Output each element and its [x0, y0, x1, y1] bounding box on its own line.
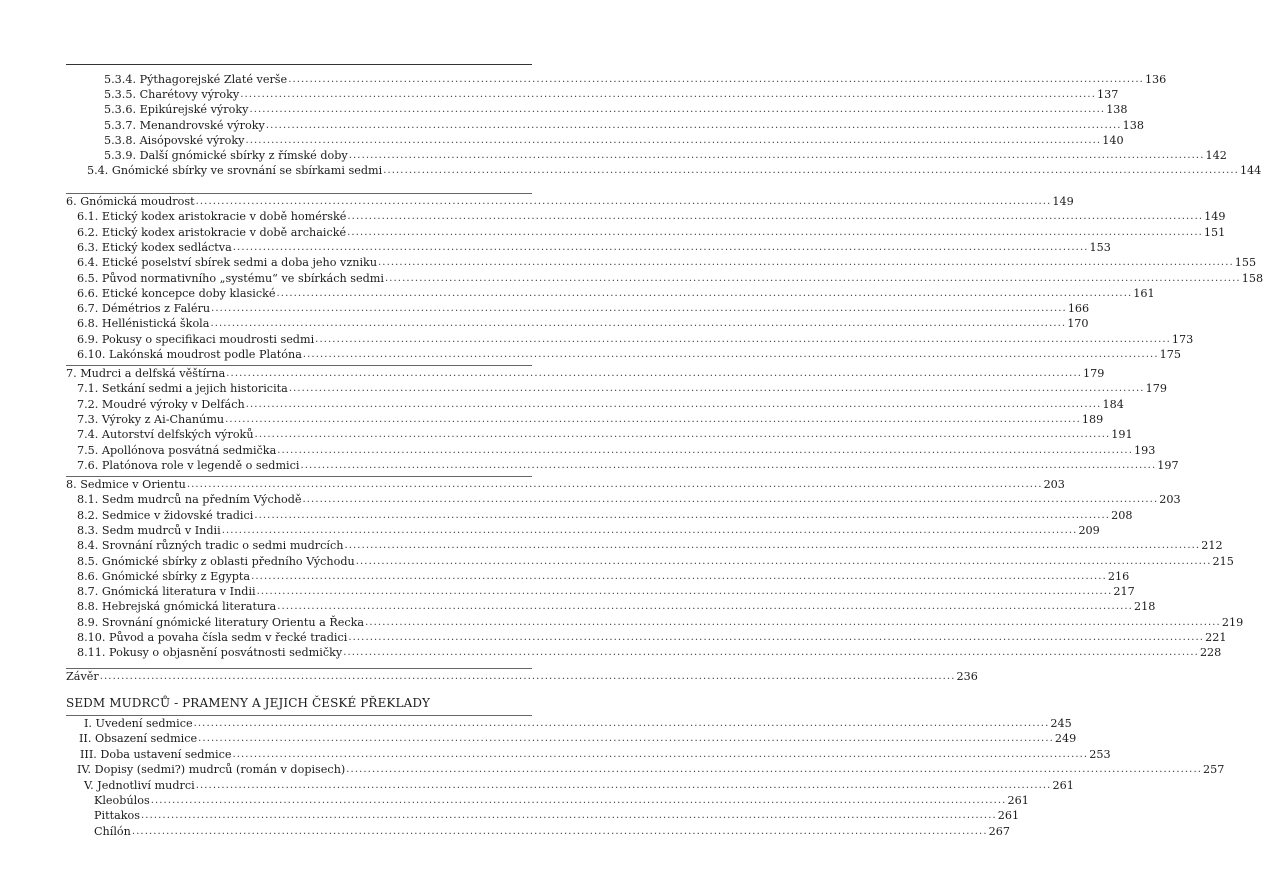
toc-entry-title: 6.7. Démétrios z Faléru: [77, 302, 211, 315]
dot-leader: ........................................................................................................................................................................................................: [254, 510, 1111, 521]
dot-leader: ........................................................................................................................................................................................................: [276, 288, 1133, 299]
dot-leader: ........................................................................................................................................................................................................: [300, 460, 1157, 471]
top-rule: [66, 64, 532, 65]
dot-leader: ........................................................................................................................................................................................................: [221, 525, 1078, 536]
toc-entry-title: 6.10. Lakónská moudrost podle Platóna: [77, 348, 302, 361]
toc-entry-page: 136: [1144, 73, 1167, 86]
toc-entry-page: 245: [1050, 717, 1072, 730]
toc-entry[interactable]: [77, 458, 1179, 473]
toc-entry-page: 184: [1102, 398, 1124, 411]
dot-leader: ........................................................................................................................................................................................................: [256, 586, 1113, 597]
toc-entry-page: 253: [1089, 748, 1111, 761]
toc-entry[interactable]: [77, 645, 1222, 660]
toc-entry-page: 261: [1052, 779, 1074, 792]
toc-entry-page: 203: [1043, 478, 1065, 491]
toc-entry[interactable]: [77, 332, 1194, 347]
toc-entry-page: 151: [1203, 226, 1226, 239]
toc-entry-title: 7.4. Autorství delfských výroků: [77, 428, 254, 441]
dot-leader: ........................................................................................................................................................................................................: [315, 334, 1171, 345]
toc-entry[interactable]: [77, 443, 1156, 458]
toc-entry-page: 140: [1102, 134, 1124, 147]
toc-entry-title: III. Doba ustavení sedmice: [80, 748, 232, 761]
toc-entry-page: 257: [1203, 763, 1225, 776]
toc-entry-title: 8.1. Sedm mudrců na předním Východě: [77, 493, 302, 506]
toc-entry[interactable]: [104, 87, 1119, 102]
dot-leader: ........................................................................................................................................................................................................: [347, 227, 1203, 238]
toc-entry-title: 8.4. Srovnání různých tradic o sedmi mudrcích: [77, 539, 344, 552]
dot-leader: ........................................................................................................................................................................................................: [226, 368, 1083, 379]
toc-entry-page: 267: [988, 825, 1010, 838]
toc-entry-title: 8.6. Gnómické sbírky z Egypta: [77, 570, 251, 583]
toc-entry[interactable]: [77, 538, 1223, 553]
toc-entry[interactable]: [84, 778, 1074, 793]
toc-entry-title: II. Obsazení sedmice: [79, 732, 198, 745]
toc-entry-page: 149: [1204, 210, 1226, 223]
toc-entry[interactable]: [94, 808, 1020, 823]
toc-entry-page: 173: [1171, 333, 1194, 346]
dot-leader: ........................................................................................................................................................................................................: [141, 810, 997, 821]
toc-entry-page: 221: [1205, 631, 1227, 644]
toc-entry[interactable]: [77, 397, 1124, 412]
dot-leader: ........................................................................................................................................................................................................: [378, 257, 1234, 268]
dot-leader: ........................................................................................................................................................................................................: [186, 479, 1043, 490]
dot-leader: ........................................................................................................................................................................................................: [232, 242, 1089, 253]
toc-entry[interactable]: [77, 554, 1234, 569]
toc-entry-page: 149: [1052, 195, 1074, 208]
toc-entry-page: 161: [1133, 287, 1155, 300]
dot-leader: ........................................................................................................................................................................................................: [365, 617, 1221, 628]
toc-entry[interactable]: [77, 492, 1181, 507]
toc-entry[interactable]: [79, 731, 1077, 746]
toc-entry-title: 8.9. Srovnání gnómické literatury Orientu a Řecka: [77, 616, 365, 629]
toc-entry[interactable]: [104, 102, 1128, 117]
toc-entry-page: 217: [1113, 585, 1135, 598]
toc-entry[interactable]: [77, 209, 1226, 224]
toc-entry[interactable]: [94, 824, 1010, 839]
toc-entry[interactable]: [66, 366, 1105, 381]
toc-entry-page: 155: [1234, 256, 1257, 269]
toc-entry-title: IV. Dopisy (sedmi?) mudrců (román v dopisech): [77, 763, 346, 776]
toc-entry-title: 8.11. Pokusy o objasnění posvátnosti sedmičky: [77, 646, 343, 659]
toc-entry[interactable]: [94, 793, 1029, 808]
toc-entry[interactable]: [77, 762, 1225, 777]
toc-entry-page: 166: [1067, 302, 1090, 315]
toc-entry-page: 219: [1221, 616, 1244, 629]
toc-entry-page: 189: [1081, 413, 1104, 426]
toc-entry-title: 8.8. Hebrejská gnómická literatura: [77, 600, 277, 613]
dot-leader: ........................................................................................................................................................................................................: [254, 429, 1111, 440]
dot-leader: ........................................................................................................................................................................................................: [131, 826, 988, 837]
toc-entry-page: 191: [1111, 428, 1133, 441]
toc-entry-page: 138: [1106, 103, 1128, 116]
toc-entry[interactable]: [77, 286, 1155, 301]
dot-leader: ........................................................................................................................................................................................................: [211, 303, 1067, 314]
dot-leader: ........................................................................................................................................................................................................: [347, 211, 1204, 222]
toc-entry-title: 5.3.4. Pýthagorejské Zlaté verše: [104, 73, 288, 86]
toc-entry-page: 179: [1145, 382, 1167, 395]
toc-entry[interactable]: [77, 615, 1244, 630]
toc-entry[interactable]: [77, 271, 1263, 286]
dot-leader: ........................................................................................................................................................................................................: [343, 647, 1199, 658]
toc-entry[interactable]: [77, 569, 1130, 584]
toc-entry[interactable]: [66, 669, 978, 684]
dot-leader: ........................................................................................................................................................................................................: [210, 318, 1067, 329]
toc-entry-title: 8.10. Původ a povaha čísla sedm v řecké tradici: [77, 631, 348, 644]
dot-leader: ........................................................................................................................................................................................................: [277, 445, 1133, 456]
toc-entry-page: 137: [1096, 88, 1119, 101]
toc-entry-page: 209: [1078, 524, 1100, 537]
toc-entry-title: 5.3.9. Další gnómické sbírky z římské doby: [104, 149, 348, 162]
dot-leader: ........................................................................................................................................................................................................: [193, 718, 1050, 729]
toc-entry-page: 193: [1134, 444, 1156, 457]
dot-leader: ........................................................................................................................................................................................................: [232, 749, 1089, 760]
toc-entry-page: 261: [997, 809, 1020, 822]
toc-entry-title: 6.8. Hellénistická škola: [77, 317, 210, 330]
dot-leader: ........................................................................................................................................................................................................: [265, 120, 1122, 131]
toc-entry-title: 6.9. Pokusy o specifikaci moudrosti sedmi: [77, 333, 315, 346]
toc-entry[interactable]: [77, 347, 1181, 362]
toc-entry[interactable]: [77, 412, 1104, 427]
toc-entry[interactable]: [77, 508, 1133, 523]
toc-entry-title: 7.3. Výroky z Ai-Chanúmu: [77, 413, 225, 426]
toc-entry[interactable]: [104, 148, 1227, 163]
toc-entry-page: 142: [1205, 149, 1227, 162]
dot-leader: ........................................................................................................................................................................................................: [302, 349, 1159, 360]
dot-leader: ........................................................................................................................................................................................................: [346, 764, 1203, 775]
toc-entry[interactable]: [77, 240, 1111, 255]
toc-entry-title: 5.3.6. Epikúrejské výroky: [104, 103, 249, 116]
toc-entry-title: Kleobúlos: [94, 794, 150, 807]
toc-entry[interactable]: [80, 747, 1111, 762]
toc-entry-title: Závěr: [66, 670, 99, 683]
toc-entry-page: 138: [1122, 119, 1144, 132]
toc-entry-title: Pittakos: [94, 809, 141, 822]
toc-entry[interactable]: [104, 133, 1124, 148]
toc-entry[interactable]: [77, 301, 1090, 316]
dot-leader: ........................................................................................................................................................................................................: [99, 671, 956, 682]
toc-entry-page: 153: [1089, 241, 1111, 254]
toc-entry-page: 170: [1067, 317, 1089, 330]
toc-entry-title: 5.3.8. Aisópovské výroky: [104, 134, 245, 147]
toc-entry[interactable]: [66, 194, 1074, 209]
toc-entry-title: 7.6. Platónova role v legendě o sedmici: [77, 459, 300, 472]
toc-entry[interactable]: [87, 163, 1262, 178]
dot-leader: ........................................................................................................................................................................................................: [195, 196, 1052, 207]
toc-entry-title: 8.2. Sedmice v židovské tradici: [77, 509, 254, 522]
toc-entry[interactable]: [77, 381, 1167, 396]
toc-entry-title: 6.2. Etický kodex aristokracie v době archaické: [77, 226, 347, 239]
dot-leader: ........................................................................................................................................................................................................: [225, 414, 1081, 425]
toc-entry-title: 6.6. Etické koncepce doby klasické: [77, 287, 276, 300]
toc-entry[interactable]: [77, 427, 1133, 442]
toc-entry-page: 197: [1157, 459, 1179, 472]
dot-leader: ........................................................................................................................................................................................................: [384, 273, 1241, 284]
toc-entry[interactable]: [84, 716, 1072, 731]
toc-entry-title: 6.3. Etický kodex sedláctva: [77, 241, 232, 254]
toc-entry-page: 203: [1159, 493, 1181, 506]
toc-entry-title: Chílón: [94, 825, 131, 838]
toc-entry-title: 6.5. Původ normativního „systému“ ve sbírkách sedmi: [77, 272, 384, 285]
toc-entry-title: 7. Mudrci a delfská věštírna: [66, 367, 226, 380]
toc-entry-title: 7.5. Apollónova posvátná sedmička: [77, 444, 277, 457]
toc-entry[interactable]: [77, 316, 1089, 331]
dot-leader: ........................................................................................................................................................................................................: [288, 383, 1145, 394]
toc-entry[interactable]: [77, 523, 1100, 538]
toc-entry-title: 5.4. Gnómické sbírky ve srovnání se sbírkami sedmi: [87, 164, 383, 177]
toc-entry-title: 5.3.7. Menandrovské výroky: [104, 119, 265, 132]
toc-entry-title: 7.2. Moudré výroky v Delfách: [77, 398, 245, 411]
dot-leader: ........................................................................................................................................................................................................: [245, 399, 1102, 410]
toc-entry-title: I. Uvedení sedmice: [84, 717, 193, 730]
toc-entry-page: 236: [956, 670, 978, 683]
dot-leader: ........................................................................................................................................................................................................: [302, 494, 1159, 505]
dot-leader: ........................................................................................................................................................................................................: [245, 135, 1102, 146]
dot-leader: ........................................................................................................................................................................................................: [355, 556, 1212, 567]
toc-entry[interactable]: [77, 255, 1257, 270]
toc-entry[interactable]: [77, 584, 1135, 599]
toc-entry-page: 215: [1212, 555, 1234, 568]
toc-entry-page: 158: [1241, 272, 1263, 285]
dot-leader: ........................................................................................................................................................................................................: [344, 540, 1201, 551]
toc-entry-title: 8. Sedmice v Orientu: [66, 478, 186, 491]
toc-entry-page: 212: [1201, 539, 1223, 552]
dot-leader: ........................................................................................................................................................................................................: [198, 733, 1054, 744]
toc-entry-title: 7.1. Setkání sedmi a jejich historicita: [77, 382, 288, 395]
toc-entry-title: 8.3. Sedm mudrců v Indii: [77, 524, 221, 537]
toc-entry-title: 6. Gnómická moudrost: [66, 195, 195, 208]
toc-entry-page: 208: [1111, 509, 1133, 522]
toc-entry[interactable]: [104, 72, 1167, 87]
dot-leader: ........................................................................................................................................................................................................: [251, 571, 1107, 582]
dot-leader: ........................................................................................................................................................................................................: [249, 104, 1106, 115]
toc-entry-title: 8.5. Gnómické sbírky z oblasti předního Východu: [77, 555, 355, 568]
toc-entry-title: 6.1. Etický kodex aristokracie v době homérské: [77, 210, 347, 223]
dot-leader: ........................................................................................................................................................................................................: [195, 780, 1052, 791]
toc-entry-page: 218: [1133, 600, 1156, 613]
toc-entry[interactable]: [77, 599, 1156, 614]
toc-entry[interactable]: [77, 630, 1227, 645]
dot-leader: ........................................................................................................................................................................................................: [348, 150, 1205, 161]
dot-leader: ........................................................................................................................................................................................................: [277, 601, 1133, 612]
toc-entry-page: 216: [1107, 570, 1130, 583]
dot-leader: ........................................................................................................................................................................................................: [348, 632, 1205, 643]
part-title: SEDM MUDRCŮ - PRAMENY A JEJICH ČESKÉ PŘEKLADY: [66, 696, 431, 710]
toc-entry-page: 228: [1199, 646, 1222, 659]
toc-entry-title: 6.4. Etické poselství sbírek sedmi a doba jeho vzniku: [77, 256, 378, 269]
toc-entry[interactable]: [77, 225, 1226, 240]
toc-entry-page: 261: [1007, 794, 1029, 807]
dot-leader: ........................................................................................................................................................................................................: [240, 89, 1096, 100]
toc-entry-page: 179: [1083, 367, 1105, 380]
dot-leader: ........................................................................................................................................................................................................: [288, 74, 1144, 85]
toc-entry-page: 144: [1239, 164, 1262, 177]
toc-entry-page: 249: [1054, 732, 1077, 745]
toc-entry-title: V. Jednotliví mudrci: [84, 779, 195, 792]
dot-leader: ........................................................................................................................................................................................................: [150, 795, 1007, 806]
toc-entry-page: 175: [1159, 348, 1181, 361]
toc-entry[interactable]: [104, 118, 1144, 133]
toc-entry-title: 5.3.5. Charétovy výroky: [104, 88, 240, 101]
dot-leader: ........................................................................................................................................................................................................: [383, 165, 1239, 176]
toc-entry[interactable]: [66, 477, 1065, 492]
toc-entry-title: 8.7. Gnómická literatura v Indii: [77, 585, 256, 598]
